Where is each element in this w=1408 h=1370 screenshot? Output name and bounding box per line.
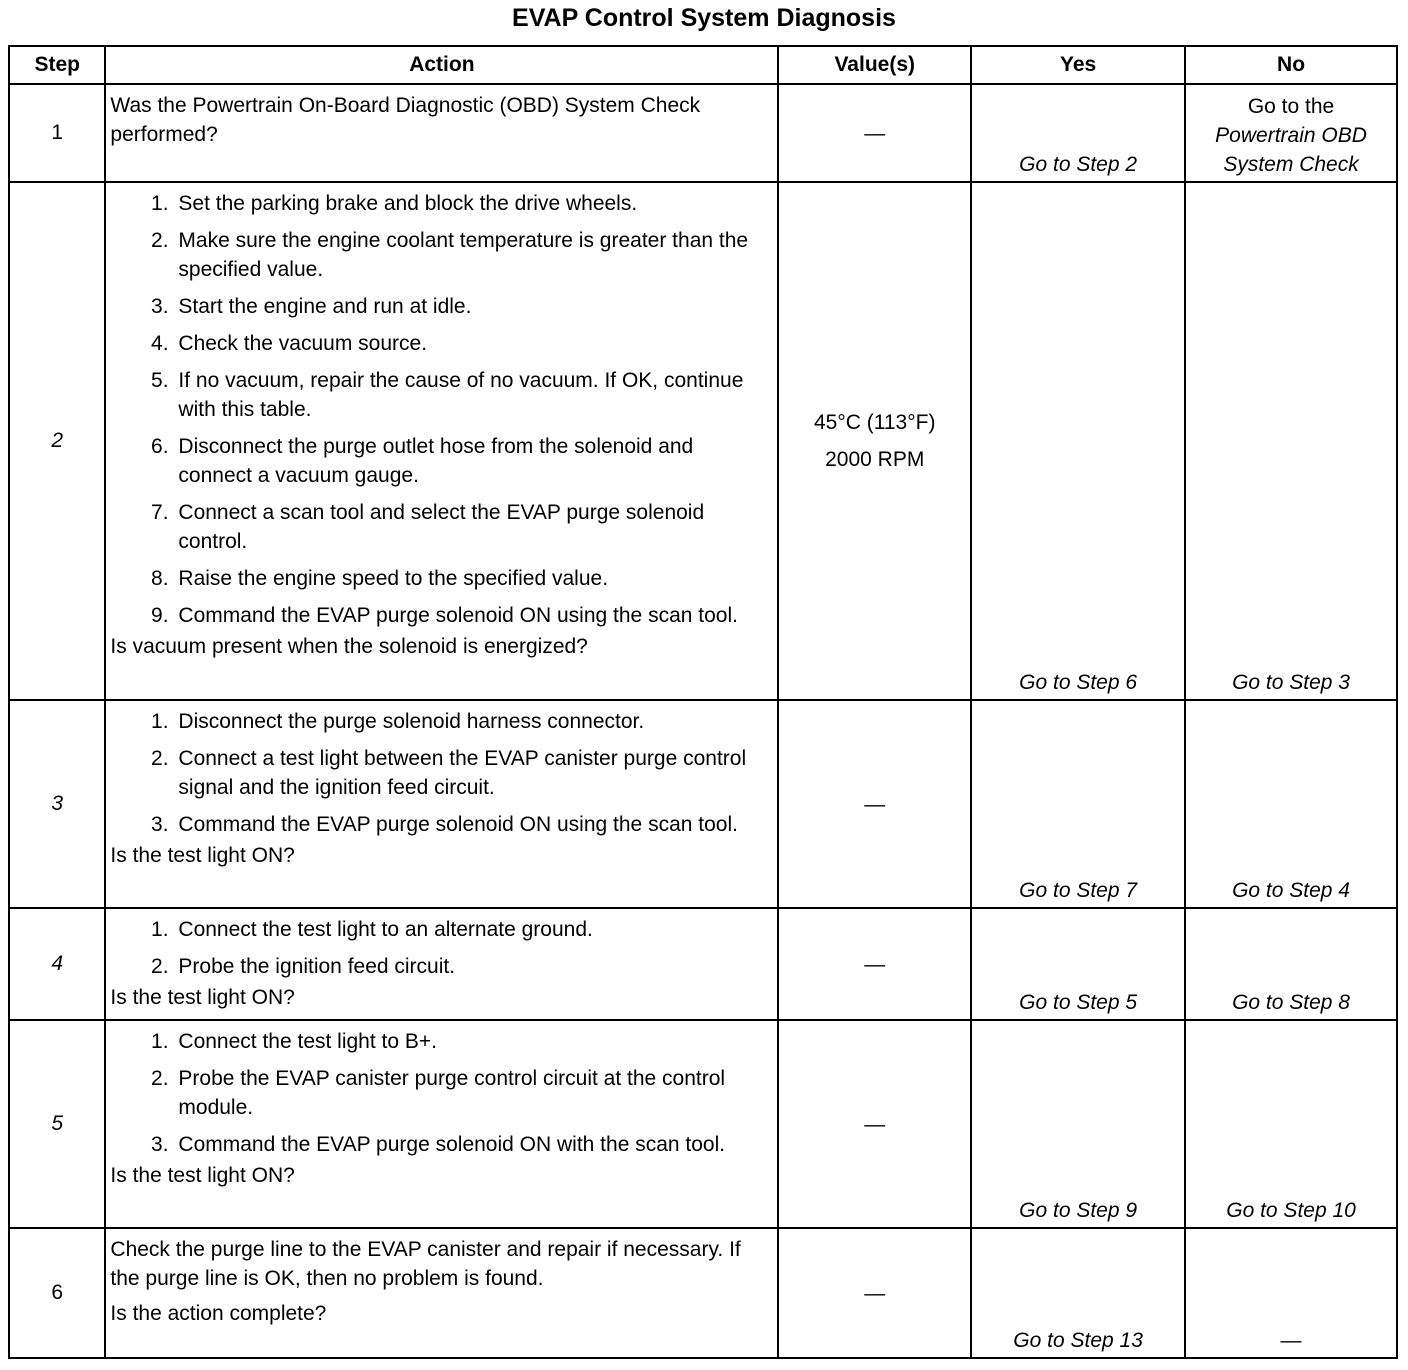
- step-number: 4: [9, 908, 105, 1020]
- action-text: Check the purge line to the EVAP canister and repair if necessary. If the purge line is OK, then no problem is found.: [110, 1238, 741, 1290]
- action-steps-list: [110, 915, 767, 981]
- yes-link[interactable]: Go to Step 7: [971, 700, 1185, 908]
- list-item: 3. Start the engine and run at idle.: [174, 292, 767, 321]
- header-step: Step: [9, 46, 105, 84]
- step-number: 6: [9, 1228, 105, 1358]
- table-row: [9, 908, 1397, 1020]
- step-number: 3: [9, 700, 105, 908]
- value-rpm: 2000 RPM: [825, 448, 925, 471]
- value-temperature: 45°C (113°F): [814, 411, 936, 434]
- yes-link[interactable]: Go to Step 6: [971, 182, 1185, 700]
- value-cell: [778, 182, 971, 700]
- no-prefix: Go to the: [1247, 95, 1335, 118]
- list-item: 8. Raise the engine speed to the specified value.: [174, 564, 767, 593]
- action-steps-list: [110, 707, 767, 839]
- table-row: [9, 1020, 1397, 1228]
- value-cell: —: [778, 1228, 971, 1358]
- action-cell: [105, 84, 778, 182]
- header-action: Action: [105, 46, 778, 84]
- header-yes: Yes: [971, 46, 1185, 84]
- list-item: 6. Disconnect the purge outlet hose from the solenoid and connect a vacuum gauge.: [174, 432, 767, 490]
- header-no: No: [1185, 46, 1397, 84]
- list-item: 2. Probe the ignition feed circuit.: [174, 952, 767, 981]
- step-number: 1: [9, 84, 105, 182]
- list-item: 3. Command the EVAP purge solenoid ON using the scan tool.: [174, 810, 767, 839]
- value-cell: —: [778, 908, 971, 1020]
- list-item: 1. Set the parking brake and block the drive wheels.: [174, 189, 767, 218]
- diagnosis-table: [8, 45, 1398, 1359]
- list-item: 7. Connect a scan tool and select the EVAP purge solenoid control.: [174, 498, 767, 556]
- action-steps-list: [110, 1027, 767, 1159]
- yes-link[interactable]: Go to Step 2: [971, 84, 1185, 182]
- list-item: 1. Connect the test light to an alternate ground.: [174, 915, 767, 944]
- action-text: Was the Powertrain On-Board Diagnostic (OBD) System Check performed?: [110, 94, 701, 146]
- list-item: 1. Connect the test light to B+.: [174, 1027, 767, 1056]
- action-cell: [105, 1020, 778, 1228]
- value-cell: —: [778, 84, 971, 182]
- value-cell: —: [778, 700, 971, 908]
- value-cell: —: [778, 1020, 971, 1228]
- table-row: [9, 700, 1397, 908]
- action-cell: [105, 700, 778, 908]
- table-row: [9, 182, 1397, 700]
- no-cell: [1185, 84, 1397, 182]
- header-values: Value(s): [778, 46, 971, 84]
- page-title: EVAP Control System Diagnosis: [512, 4, 896, 32]
- action-question: Is the test light ON?: [110, 844, 295, 867]
- list-item: 2. Make sure the engine coolant temperature is greater than the specified value.: [174, 226, 767, 284]
- list-item: 4. Check the vacuum source.: [174, 329, 767, 358]
- list-item: 2. Probe the EVAP canister purge control circuit at the control module.: [174, 1064, 767, 1122]
- step-number: 2: [9, 182, 105, 700]
- list-item: 1. Disconnect the purge solenoid harness connector.: [174, 707, 767, 736]
- action-question: Is the test light ON?: [110, 1164, 295, 1187]
- action-cell: [105, 182, 778, 700]
- list-item: 2. Connect a test light between the EVAP canister purge control signal and the ignition feed circuit.: [174, 744, 767, 802]
- no-link[interactable]: Go to Step 10: [1185, 1020, 1397, 1228]
- action-question: Is the action complete?: [110, 1302, 327, 1325]
- step-number: 5: [9, 1020, 105, 1228]
- list-item: 5. If no vacuum, repair the cause of no vacuum. If OK, continue with this table.: [174, 366, 767, 424]
- table-row: [9, 1228, 1397, 1358]
- no-cell: —: [1185, 1228, 1397, 1358]
- yes-link[interactable]: Go to Step 5: [971, 908, 1185, 1020]
- list-item: 3. Command the EVAP purge solenoid ON with the scan tool.: [174, 1130, 767, 1159]
- yes-link[interactable]: Go to Step 13: [971, 1228, 1185, 1358]
- no-link[interactable]: Go to Step 3: [1185, 182, 1397, 700]
- action-question: Is vacuum present when the solenoid is energized?: [110, 635, 588, 658]
- action-question: Is the test light ON?: [110, 986, 295, 1009]
- table-header-row: [9, 46, 1397, 84]
- action-steps-list: [110, 189, 767, 630]
- no-link[interactable]: Go to Step 8: [1185, 908, 1397, 1020]
- no-link[interactable]: Go to Step 4: [1185, 700, 1397, 908]
- list-item: 9. Command the EVAP purge solenoid ON using the scan tool.: [174, 601, 767, 630]
- action-cell: [105, 908, 778, 1020]
- no-link[interactable]: Powertrain OBD System Check: [1215, 124, 1367, 176]
- table-row: [9, 84, 1397, 182]
- action-cell: [105, 1228, 778, 1358]
- yes-link[interactable]: Go to Step 9: [971, 1020, 1185, 1228]
